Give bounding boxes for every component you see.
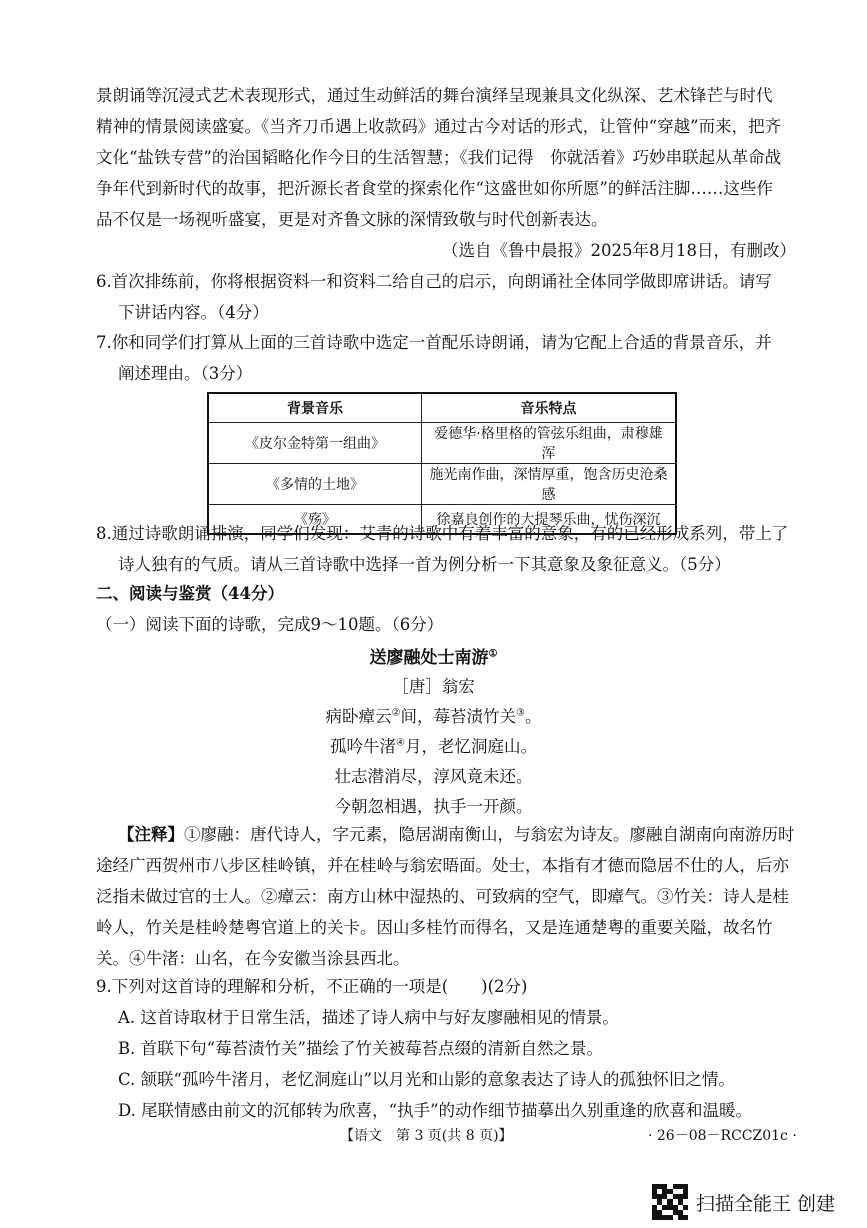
question-line: 8.通过诗歌朗诵排演，同学们发现：艾青的诗歌中有着丰富的意象，有的已经形成系列，带上了: [96, 524, 789, 543]
text-line: 争年代到新时代的故事，把沂源长者食堂的探索化作“这盛世如你所愿”的鲜活注脚……这些作: [96, 179, 773, 198]
section-heading: [96, 578, 796, 640]
note-line: 泛指未做过官的士人。②瘴云：南方山林中湿热的、可致病的空气，即瘴气。③竹关：诗人是桂: [96, 887, 789, 906]
poem-text: 间，莓苔渍竹关: [400, 707, 516, 726]
table-cell: 徐嘉良创作的大提琴乐曲，忧伤深沉: [422, 505, 677, 535]
table-header: 背景音乐: [208, 393, 422, 423]
note-line: 途经广西贺州市八步区桂岭镇，并在桂岭与翁宏晤面。处士，本指有才德而隐居不仕的人，后亦: [96, 856, 789, 875]
table-row: [208, 423, 676, 464]
notes-block: [96, 819, 796, 974]
watermark-text: 扫描全能王 创建: [696, 1192, 836, 1215]
poem-line: 壮志潜消尽，淳风竟未还。: [334, 767, 533, 786]
footnote-marker: ③: [516, 707, 525, 719]
question-8: [96, 518, 796, 580]
table-header-row: [208, 393, 676, 423]
text-line: 文化“盐铁专营”的治国韬略化作今日的生活智慧；《我们记得 你就活着》巧妙串联起从革命战: [96, 148, 782, 167]
poem-title-text: 送廖融处士南游: [369, 648, 489, 668]
footnote-marker: ④: [396, 737, 405, 749]
poem-author: ［唐］翁宏: [392, 677, 475, 696]
option-d: D. 尾联情感由前文的沉郁转为欣喜，“执手”的动作细节描摹出久别重逢的欣喜和温暖。: [118, 1101, 753, 1120]
text-line: 景朗诵等沉浸式艺术表现形式，通过生动鲜活的舞台演绎呈现兼具文化纵深、艺术锋芒与时代: [96, 86, 773, 105]
poem-text: 。: [524, 707, 542, 726]
question-line: 诗人独有的气质。请从三首诗歌中选择一首为例分析一下其意象及象征意义。（5分）: [118, 555, 731, 574]
table-cell: 爱德华·格里格的管弦乐组曲，肃穆雄浑: [422, 423, 677, 464]
question-line: 下讲话内容。（4分）: [118, 303, 269, 322]
scanner-watermark: [652, 1184, 835, 1220]
note-line: [96, 819, 796, 850]
note-line: 关。④牛渚：山名，在今安徽当涂县西北。: [96, 949, 410, 968]
poem-text: 孤吟牛渚: [330, 737, 397, 756]
table-row: [208, 464, 676, 505]
option-b: B. 首联下句“莓苔渍竹关”描绘了竹关被莓苔点缀的清新自然之景。: [118, 1039, 603, 1058]
question-line: 阐述理由。（3分）: [118, 364, 253, 383]
option-c: C. 颔联“孤吟牛渚月，老忆洞庭山”以月光和山影的意象表达了诗人的孤独怀旧之情。: [118, 1070, 735, 1089]
poem-line: [0, 733, 867, 757]
notes-label: 【注释】: [118, 825, 184, 844]
qr-code-icon: [652, 1184, 688, 1220]
question-line: 6.首次排练前，你将根据资料一和资料二给自己的启示，向朗诵社全体同学做即席讲话。请写: [96, 272, 772, 291]
table-cell: 施光南作曲，深情厚重，饱含历史沧桑感: [422, 464, 677, 505]
section-2-heading: 二、阅读与鉴赏（44分）: [96, 584, 284, 603]
question-stem: 9.下列对这首诗的理解和分析，不正确的一项是( )(2分): [96, 977, 528, 996]
text-line: 品不仅是一场视听盛宴，更是对齐鲁文脉的深情致敬与时代创新表达。: [96, 210, 608, 229]
poem-line: 今朝忽相遇，执手一开颜。: [334, 797, 533, 816]
table-cell: 《皮尔金特第一组曲》: [208, 423, 422, 464]
footnote-marker: ①: [488, 648, 498, 660]
music-table: [207, 392, 677, 535]
question-9: [96, 971, 796, 1126]
poem-text: 月，老忆洞庭山。: [404, 737, 537, 756]
poem-line: [0, 703, 867, 727]
source-note: （选自《鲁中晨报》2025年8月18日，有删改）: [442, 241, 796, 260]
question-line: 7.你和同学们打算从上面的三首诗歌中选定一首配乐诗朗诵，请为它配上合适的背景音乐，并: [96, 333, 772, 352]
note-text: ①廖融：唐代诗人，字元素，隐居湖南衡山，与翁宏为诗友。廖融自湖南向南游历时: [184, 825, 795, 844]
table-cell: 《殇》: [208, 505, 422, 535]
text-line: 精神的情景阅读盛宴。《当齐刀币遇上收款码》通过古今对话的形式，让管仲“穿越”而来，把齐: [96, 117, 782, 136]
question-7: [96, 327, 796, 389]
note-line: 岭人，竹关是桂岭楚粤官道上的关卡。因山多桂竹而得名，又是连通楚粤的重要关隘，故名竹: [96, 918, 773, 937]
poem-title: [0, 643, 867, 668]
exam-code: · 26－08－RCCZ01c ·: [648, 1128, 797, 1144]
table-header: 音乐特点: [422, 393, 677, 423]
footnote-marker: ②: [391, 707, 401, 719]
table-cell: 《多情的土地》: [208, 464, 422, 505]
intro-paragraph: [96, 80, 796, 266]
page-label: 【语文 第 3 页(共 8 页)】: [340, 1128, 513, 1144]
question-6: [96, 266, 796, 328]
poem-text: 病卧瘴云: [325, 707, 392, 726]
option-a: A. 这首诗取材于日常生活，描述了诗人病中与好友廖融相见的情景。: [118, 1008, 619, 1027]
subsection-heading: （一）阅读下面的诗歌，完成9～10题。（6分）: [96, 615, 444, 634]
